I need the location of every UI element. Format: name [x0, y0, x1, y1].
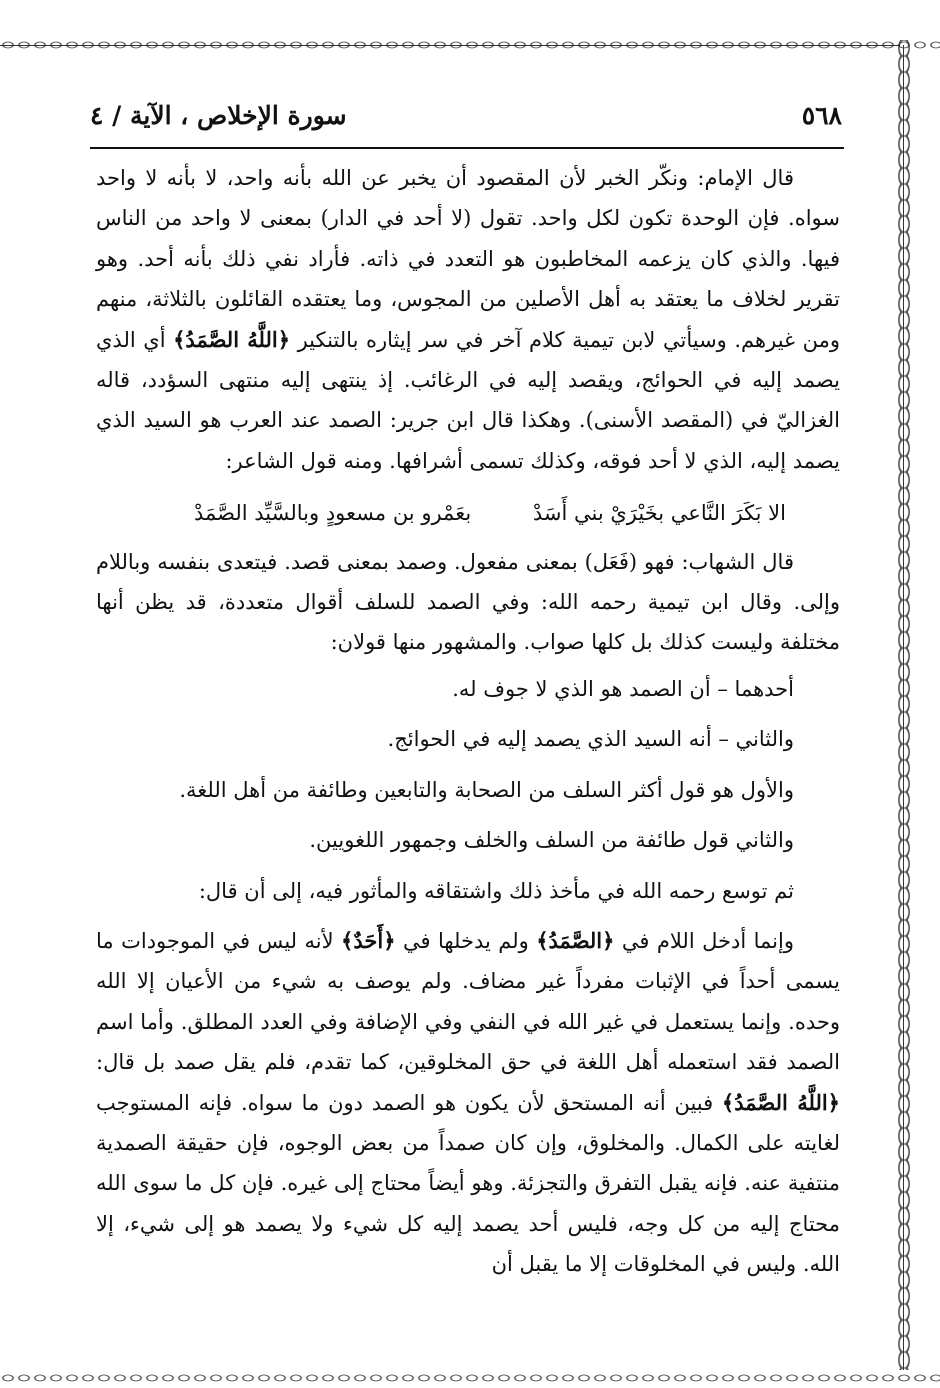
verse-first-hemistich: الا بَكَرَ النَّاعي بخَيْرَيْ بني أَسَدْ	[532, 501, 786, 526]
decorative-chain-border-bottom	[0, 1368, 940, 1388]
surah-title: سورة الإخلاص ، الآية / ٤	[90, 100, 347, 130]
paragraph-2: قال الشهاب: فهو (فَعَل) بمعنى مفعول. وصمد بمعنى قصد. فيتعدى بنفسه وباللام وإلى. وقال ابن تيمية رحمه الله: وفي الصمد للسلف أقوال متعددة، قد يظن أنها مختلفة وليست كذلك بل كلها صواب. والمشهور منها قولان:	[96, 549, 840, 655]
paragraph-1-text-a: قال الإمام: ونكّر الخبر لأن المقصود أن يخبر عن الله بأنه واحد، لا بأنه لا واحد سواه. فإن الوحدة تكون لكل واحد. تقول (لا أحد في الدار) بمعنى لا واحد من الناس فيها. والذي كان يزعمه المخاطبون هو التعدد في ذاته. فأراد نفي ذلك بأنه أحد. وهو تقرير لخلاف ما يعتقد به أهل الأصلين من المجوس، وما يعتقده القائلون بالثلاثة، منهم ومن غيرهم. وسيأتي لابن تيمية كلام آخر في سر إيثاره بالتنكير	[96, 166, 840, 352]
page-header	[90, 92, 842, 138]
decorative-chain-border-right	[894, 40, 914, 1370]
poetry-verse	[96, 481, 840, 541]
list-item: أحدهما – أن الصمد هو الذي لا جوف له.	[452, 676, 794, 701]
quran-word-ahad: ﴿أَحَدٌ﴾	[341, 927, 396, 953]
paragraph-3-text-d: فبين أنه المستحق لأن يكون هو الصمد دون ما سواه. فإنه المستوجب لغايته على الكمال. والمخلوق، وإن كان صمداً من بعض الوجوه، فإن حقيقة الصمدية منتفية عنه. فإنه يقبل التفرق والتجزئة. وهو أيضاً محتاج إلى غيره. فإن كل ما سوى الله محتاج إليه من كل وجه، فليس أحد يصمد إليه كل شيء ولا يصمد هو إلى شيء، إلا الله. وليس في المخلوقات إلا ما يقبل أن	[96, 1090, 840, 1277]
paragraph-1	[96, 158, 840, 481]
list-item: والأول هو قول أكثر السلف من الصحابة والتابعين وطائفة من أهل اللغة.	[179, 777, 794, 802]
list-item: والثاني قول طائفة من السلف والخلف وجمهور اللغويين.	[309, 828, 794, 853]
border-rule-top	[0, 45, 900, 46]
page-number: ٥٦٨	[801, 100, 842, 130]
paragraph-1-text-b: أي الذي يصمد إليه في الحوائج، ويقصد إليه في الرغائب. إذ ينتهى إليه منتهى السؤدد، قاله الغزاليّ في (المقصد الأسنى). وهكذا قال ابن جرير: الصمد عند العرب هو السيد الذي يصمد إليه، الذي لا أحد فوقه، وكذلك تسمى أشرافها. ومنه قول الشاعر:	[96, 327, 840, 473]
header-rule	[90, 147, 844, 149]
paragraph-3	[96, 921, 840, 1285]
list-item: ثم توسع رحمه الله في مأخذ ذلك واشتقاقه والمأثور فيه، إلى أن قال:	[198, 878, 794, 903]
quran-quote-allahu-as-samad-2: ﴿اللَّهُ الصَّمَدُ﴾	[721, 1089, 840, 1115]
quran-word-as-samad: ﴿الصَّمَدُ﴾	[536, 927, 615, 953]
list-item: والثاني – أنه السيد الذي يصمد إليه في الحوائج.	[387, 727, 794, 752]
verse-second-hemistich: بعَمْرو بن مسعودٍ وبالسَّيِّد الصَّمَدْ	[194, 501, 472, 526]
page-body	[96, 158, 840, 1285]
paragraph-3-text-b: ولم يدخلها في	[395, 928, 537, 953]
paragraph-3-text-a: وإنما أدخل اللام في	[614, 928, 794, 953]
paragraph-3-text-c: لأنه ليس في الموجودات ما يسمى أحداً في الإثبات مفرداً غير مضاف. ولم يوصف به شيء من الأعيان إلا الله وحده. وإنما يستعمل في غير الله في النفي وفي الإضافة وفي العدد المطلق. وأما اسم الصمد فقد استعمله أهل اللغة في حق المخلوقين، كما تقدم، فلم يقل صمد بل قال:	[96, 928, 840, 1075]
border-rule-right	[903, 45, 904, 1370]
quran-quote-allahu-as-samad: ﴿اللَّهُ الصَّمَدُ﴾	[173, 326, 290, 352]
